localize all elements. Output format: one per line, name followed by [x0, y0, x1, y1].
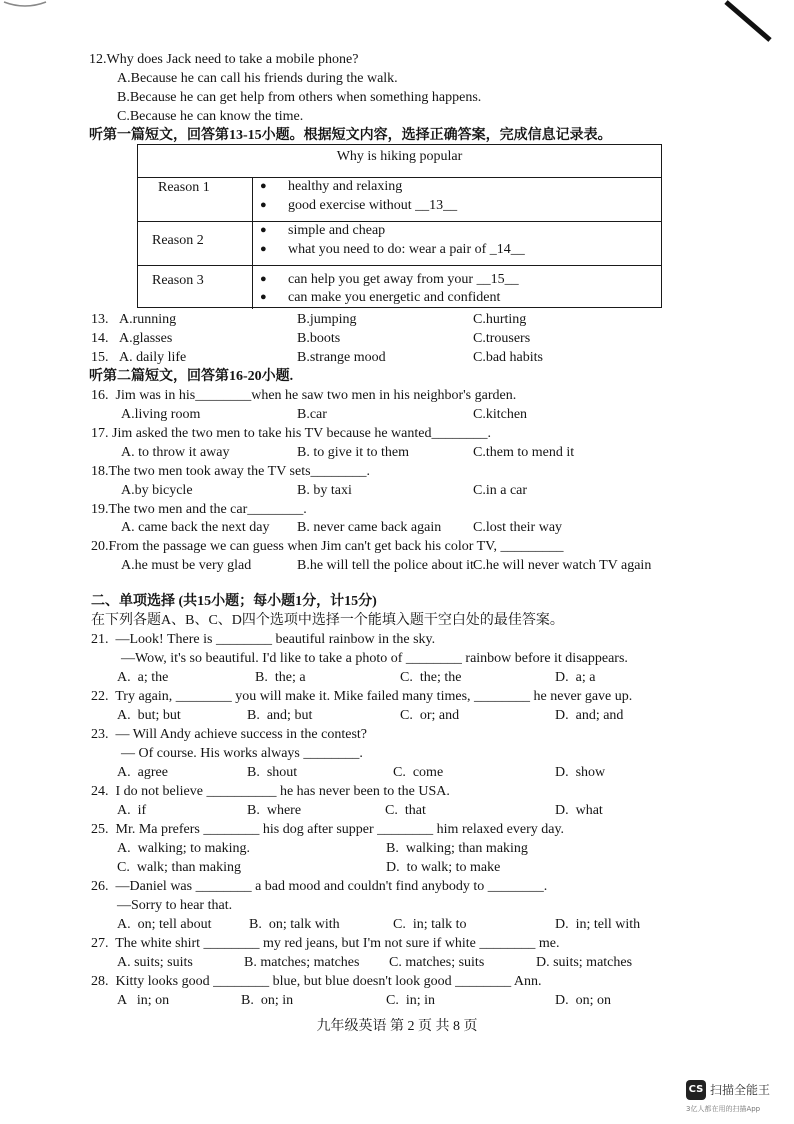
q19-option-b: B. never came back again	[297, 520, 442, 535]
q25-stem: 25. Mr. Ma prefers ________ his dog after supper ________ him relaxed every day.	[91, 822, 565, 837]
scan-corner-mark	[716, 0, 776, 50]
camscanner-tagline: 3亿人都在用的扫描App	[686, 1105, 761, 1113]
q23-option-b: B. shout	[247, 765, 298, 780]
q13-number: 13.	[91, 312, 109, 327]
section-16-20-instruction: 听第二篇短文，回答第16-20小题.	[89, 369, 294, 384]
q26-line1: 26. —Daniel was ________ a bad mood and couldn't find anybody to ________.	[91, 879, 548, 894]
q23-line2: — Of course. His works always ________.	[121, 746, 363, 761]
q27-option-a: A. suits; suits	[117, 955, 193, 970]
q12-stem: 12.Why does Jack need to take a mobile phone?	[89, 52, 359, 67]
q15-option-c: C.bad habits	[473, 350, 543, 365]
q24-option-b: B. where	[247, 803, 302, 818]
q21-line2: —Wow, it's so beautiful. I'd like to take a photo of ________ rainbow before it disappears.	[121, 651, 628, 666]
q14-option-c: C.trousers	[473, 331, 531, 346]
table-row-reason-3	[138, 265, 661, 309]
q20-option-b: B.he will tell the police about it	[297, 558, 474, 573]
q27-option-b: B. matches; matches	[244, 955, 360, 970]
page-footer: 九年级英语 第 2 页 共 8 页	[316, 1019, 478, 1034]
q14-option-a: A.glasses	[119, 331, 173, 346]
q26-line2: —Sorry to hear that.	[117, 898, 233, 913]
q12-option-b: B.Because he can get help from others when something happens.	[117, 90, 482, 105]
q19-option-c: C.lost their way	[473, 520, 563, 535]
table-title: Why is hiking popular	[138, 145, 661, 178]
q19-option-a: A. came back the next day	[121, 520, 270, 535]
q16-option-b: B.car	[297, 407, 327, 422]
q28-option-b: B. on; in	[241, 993, 294, 1008]
q13-option-c: C.hurting	[473, 312, 527, 327]
q16-option-a: A.living room	[121, 407, 201, 422]
camscanner-name: 扫描全能王	[710, 1083, 771, 1097]
bullet-item: ● what you need to do: wear a pair of _14__	[262, 242, 525, 258]
q16-stem: 16. Jim was in his________when he saw two men in his neighbor's garden.	[91, 388, 517, 403]
q17-stem: 17. Jim asked the two men to take his TV because he wanted________.	[91, 426, 491, 441]
q12-option-c: C.Because he can know the time.	[117, 109, 304, 124]
q22-stem: 22. Try again, ________ you will make it. Mike failed many times, ________ he never gave up.	[91, 689, 633, 704]
q15-number: 15.	[91, 350, 109, 365]
hiking-info-table	[137, 144, 662, 308]
bullet-item: ● healthy and relaxing	[262, 179, 402, 195]
bullet-item: ● can make you energetic and confident	[262, 290, 500, 306]
part2-title: 二、单项选择 (共15小题；每小题1分，计15分)	[91, 594, 377, 609]
q17-option-a: A. to throw it away	[121, 445, 230, 460]
q22-option-b: B. and; but	[247, 708, 313, 723]
q14-option-b: B.boots	[297, 331, 341, 346]
q16-option-c: C.kitchen	[473, 407, 528, 422]
reason-label: Reason 2	[152, 233, 204, 248]
q12-option-a: A.Because he can call his friends during the walk.	[117, 71, 398, 86]
q15-option-b: B.strange mood	[297, 350, 386, 365]
q25-option-a: A. walking; to making.	[117, 841, 250, 856]
table-row-reason-2	[138, 221, 661, 266]
q20-option-a: A.he must be very glad	[121, 558, 252, 573]
scan-edge-mark	[0, 0, 60, 12]
q18-option-a: A.by bicycle	[121, 483, 193, 498]
q23-option-c: C. come	[393, 765, 444, 780]
q25-option-c: C. walk; than making	[117, 860, 242, 875]
q27-option-c: C. matches; suits	[389, 955, 485, 970]
q26-option-a: A. on; tell about	[117, 917, 212, 932]
q25-option-b: B. walking; than making	[386, 841, 528, 856]
q13-option-b: B.jumping	[297, 312, 357, 327]
q20-option-c: C.he will never watch TV again	[473, 558, 652, 573]
q22-option-c: C. or; and	[400, 708, 460, 723]
q21-option-c: C. the; the	[400, 670, 462, 685]
q25-option-d: D. to walk; to make	[386, 860, 501, 875]
reason-label: Reason 3	[152, 273, 204, 288]
q22-option-d: D. and; and	[555, 708, 624, 723]
q23-option-a: A. agree	[117, 765, 168, 780]
q24-stem: 24. I do not believe __________ he has never been to the USA.	[91, 784, 450, 799]
q28-stem: 28. Kitty looks good ________ blue, but blue doesn't look good ________ Ann.	[91, 974, 542, 989]
q21-line1: 21. —Look! There is ________ beautiful rainbow in the sky.	[91, 632, 436, 647]
q22-option-a: A. but; but	[117, 708, 181, 723]
table-row-reason-1	[138, 177, 661, 222]
q24-option-a: A. if	[117, 803, 147, 818]
q27-option-d: D. suits; matches	[536, 955, 633, 970]
q17-option-b: B. to give it to them	[297, 445, 409, 460]
q24-option-d: D. what	[555, 803, 603, 818]
q23-option-d: D. show	[555, 765, 606, 780]
q28-option-c: C. in; in	[386, 993, 436, 1008]
q15-option-a: A. daily life	[119, 350, 187, 365]
camscanner-logo-icon: CS	[686, 1080, 706, 1100]
section-13-15-instruction: 听第一篇短文，回答第13-15小题。根据短文内容，选择正确答案，完成信息记录表。	[89, 128, 612, 143]
q26-option-b: B. on; talk with	[249, 917, 340, 932]
q27-stem: 27. The white shirt ________ my red jeans, but I'm not sure if white ________ me.	[91, 936, 560, 951]
q21-option-b: B. the; a	[255, 670, 306, 685]
q19-stem: 19.The two men and the car________.	[91, 502, 307, 517]
q21-option-d: D. a; a	[555, 670, 596, 685]
reason-label: Reason 1	[158, 180, 210, 195]
q20-stem: 20.From the passage we can guess when Jim can't get back his color TV, _________	[91, 539, 564, 554]
bullet-item: ● good exercise without __13__	[262, 198, 457, 214]
q28-option-d: D. on; on	[555, 993, 611, 1008]
q24-option-c: C. that	[385, 803, 426, 818]
q23-line1: 23. — Will Andy achieve success in the contest?	[91, 727, 368, 742]
q18-option-c: C.in a car	[473, 483, 528, 498]
camscanner-watermark	[686, 1080, 786, 1120]
q21-option-a: A. a; the	[117, 670, 169, 685]
q13-option-a: A.running	[119, 312, 177, 327]
q26-option-d: D. in; tell with	[555, 917, 641, 932]
q28-option-a: A in; on	[117, 993, 170, 1008]
q14-number: 14.	[91, 331, 109, 346]
q17-option-c: C.them to mend it	[473, 445, 575, 460]
part2-instruction: 在下列各题A、B、C、D四个选项中选择一个能填入题干空白处的最佳答案。	[91, 613, 564, 628]
q18-option-b: B. by taxi	[297, 483, 352, 498]
q26-option-c: C. in; talk to	[393, 917, 467, 932]
q18-stem: 18.The two men took away the TV sets________.	[91, 464, 371, 479]
bullet-item: ● can help you get away from your __15__	[262, 272, 519, 288]
bullet-item: ● simple and cheap	[262, 223, 385, 239]
